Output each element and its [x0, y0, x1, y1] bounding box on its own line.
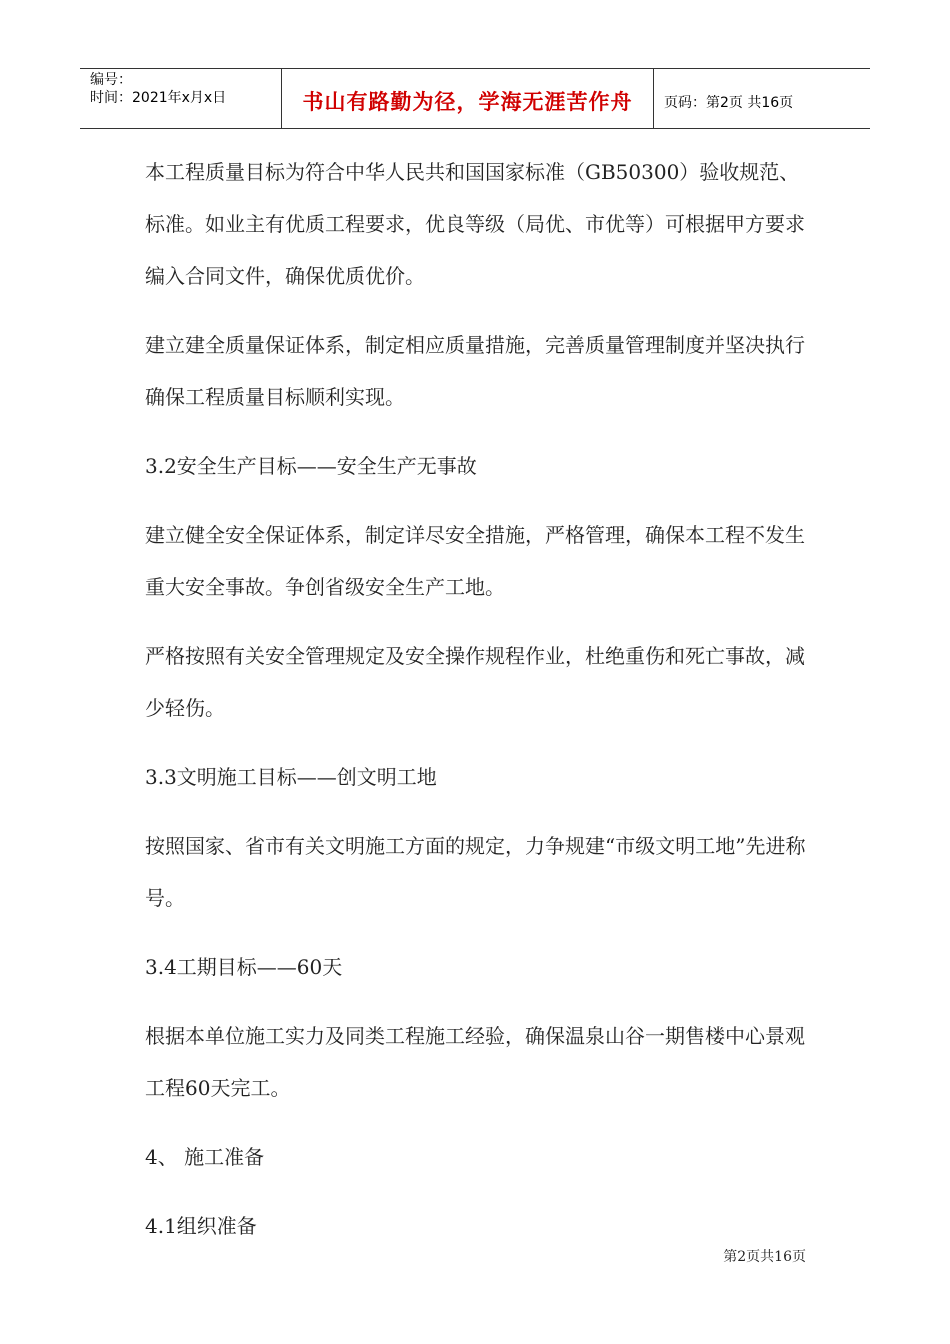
heading-organization-preparation: 4.1组织准备 [145, 1214, 257, 1238]
header-motto: 书山有路勤为径，学海无涯苦作舟 [282, 69, 654, 128]
paragraph-civilized-construction: 按照国家、省市有关文明施工方面的规定，力争规建“市级文明工地”先进称号。 [145, 834, 806, 910]
heading-schedule-target: 3.4工期目标——60天 [145, 955, 343, 979]
page-footer: 第2页共16页 [723, 1249, 806, 1265]
paragraph-safety-system: 建立健全安全保证体系，制定详尽安全措施，严格管理，确保本工程不发生重大安全事故。争创省级安全生产工地。 [145, 523, 805, 599]
document-time-label: 时间：2021年x月x日 [90, 90, 227, 106]
document-number-label: 编号： [90, 72, 132, 88]
paragraph-quality-system: 建立建全质量保证体系，制定相应质量措施，完善质量管理制度并坚决执行确保工程质量目标顺利实现。 [145, 333, 805, 409]
page-header [80, 68, 870, 129]
header-page-info: 页码：第2页 共16页 [664, 94, 794, 111]
heading-safety-target: 3.2安全生产目标——安全生产无事故 [145, 454, 477, 478]
document-body [145, 146, 815, 1269]
paragraph-quality-target: 本工程质量目标为符合中华人民共和国国家标准（GB50300）验收规范、标准。如业主有优质工程要求，优良等级（局优、市优等）可根据甲方要求编入合同文件，确保优质优价。 [145, 160, 805, 288]
heading-construction-preparation: 4、 施工准备 [145, 1145, 265, 1169]
heading-civilized-construction: 3.3文明施工目标——创文明工地 [145, 765, 437, 789]
paragraph-schedule: 根据本单位施工实力及同类工程施工经验，确保温泉山谷一期售楼中心景观工程60天完工。 [145, 1024, 805, 1100]
paragraph-safety-rules: 严格按照有关安全管理规定及安全操作规程作业，杜绝重伤和死亡事故，减少轻伤。 [145, 644, 805, 720]
header-meta [80, 69, 282, 128]
